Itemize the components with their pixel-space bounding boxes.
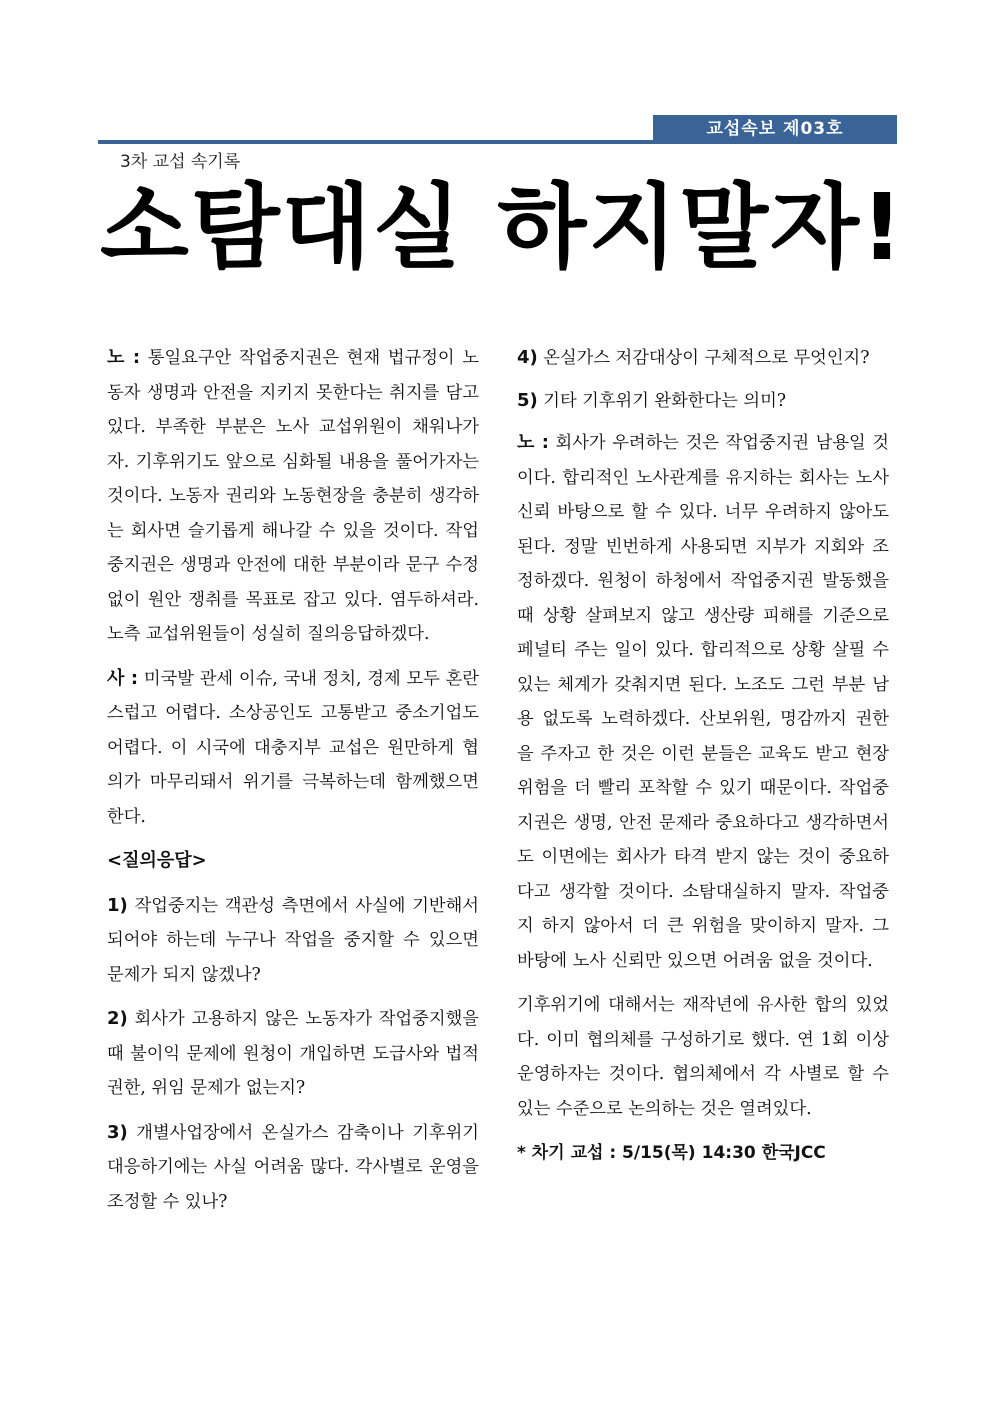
question-text: 작업중지는 객관성 측면에서 사실에 기반해서 되어야 하는데 누구나 작업을 중지할 수 있으면 문제가 되지 않겠나? bbox=[107, 895, 479, 985]
question-number: 1) bbox=[107, 894, 128, 916]
question-number: 5) bbox=[517, 389, 538, 411]
question-4 bbox=[517, 341, 889, 376]
company-statement bbox=[107, 662, 479, 835]
speaker-tag: 노 : bbox=[107, 347, 141, 368]
section-heading-qa: <질의응답> bbox=[107, 850, 207, 871]
speaker-tag: 사 : bbox=[107, 667, 139, 689]
question-number: 2) bbox=[107, 1008, 128, 1029]
answer-text: 회사가 우려하는 것은 작업중지권 남용일 것이다. 합리적인 노사관계를 유지하는 회사는 노사 신뢰 바탕으로 할 수 있다. 너무 우려하지 않아도 된다. 정말 빈번하게 사용되면 지부가 지회와 조정하겠다. 원청이 하청에서 작업중지권 발동했을 때 상황 살펴보지 않고 생산량 피해를 기준으로 페널티 주는 일이 있다. 합리적으로 상황 살필 수 있는 체계가 갖춰지면 된다. 노조도 그런 부분 남용 없도록 노력하겠다. 산보위원, 명감까지 권한을 주자고 한 것은 이런 분들은 교육도 받고 현장 위험을 더 빨리 포착할 수 있기 때문이다. 작업중지권은 생명, 안전 문제라 중요하다고 생각하면서도 이면에는 회사가 타격 받지 않는 것이 중요하다고 생각할 것이다. 소탐대실하지 말자. 작업중지 하지 않아서 더 큰 위험을 맞이하지 말자. 그 바탕에 노사 신뢰만 있으면 어려움 없을 것이다. bbox=[517, 433, 889, 971]
statement-text: 통일요구안 작업중지권은 현재 법규정이 노동자 생명과 안전을 지키지 못한다는 취지를 담고 있다. 부족한 부분은 노사 교섭위원이 채워나가자. 기후위기도 앞으로 심화될 내용을 풀어가자는 것이다. 노동자 권리와 노동현장을 충분히 생각하는 회사면 슬기롭게 해나갈 수 있을 것이다. 작업중지권은 생명과 안전에 대한 부분이라 문구 수정없이 원안 쟁취를 목표로 잡고 있다. 염두하셔라. 노측 교섭위원들이 성실히 질의응답하겠다. bbox=[107, 348, 480, 644]
union-answer bbox=[517, 426, 889, 978]
question-number: 4) bbox=[517, 347, 538, 368]
right-column bbox=[517, 341, 889, 1171]
union-statement bbox=[107, 341, 479, 652]
question-text: 온실가스 저감대상이 구체적으로 무엇인지? bbox=[537, 348, 870, 368]
headline: 소탐대실 하지말자! bbox=[100, 174, 905, 281]
question-1 bbox=[107, 889, 479, 993]
issue-number-tab: 교섭속보 제03호 bbox=[653, 115, 897, 143]
subtitle: 3차 교섭 속기록 bbox=[120, 152, 241, 172]
climate-answer: 기후위기에 대해서는 재작년에 유사한 합의 있었다. 이미 협의체를 구성하기로 했다. 연 1회 이상 운영하자는 것이다. 협의체에서 각 사별로 할 수 있는 수준으로 논의하는 것은 열려있다. bbox=[517, 995, 889, 1119]
question-2 bbox=[107, 1002, 479, 1106]
question-text: 기타 기후위기 완화한다는 의미? bbox=[537, 390, 787, 411]
speaker-tag: 노 : bbox=[517, 432, 549, 453]
question-number: 3) bbox=[107, 1121, 128, 1143]
left-column bbox=[107, 341, 479, 1229]
question-text: 회사가 고용하지 않은 노동자가 작업중지했을 때 불이익 문제에 원청이 개입하면 도급사와 법적 권한, 위임 문제가 없는지? bbox=[107, 1009, 479, 1098]
question-3 bbox=[107, 1116, 479, 1220]
statement-text: 미국발 관세 이슈, 국내 정치, 경제 모두 혼란스럽고 어렵다. 소상공인도 고통받고 중소기업도 어렵다. 이 시국에 대충지부 교섭은 원만하게 협의가 마무리돼서 위기를 극복하는데 함께했으면 한다. bbox=[107, 668, 479, 827]
header-rule bbox=[98, 140, 897, 144]
next-meeting-notice: * 차기 교섭 : 5/15(목) 14:30 한국JCC bbox=[517, 1143, 826, 1163]
question-text: 개별사업장에서 온실가스 감축이나 기후위기 대응하기에는 사실 어려움 많다. 각사별로 운영을 조정할 수 있나? bbox=[107, 1122, 479, 1212]
question-5 bbox=[517, 384, 889, 419]
